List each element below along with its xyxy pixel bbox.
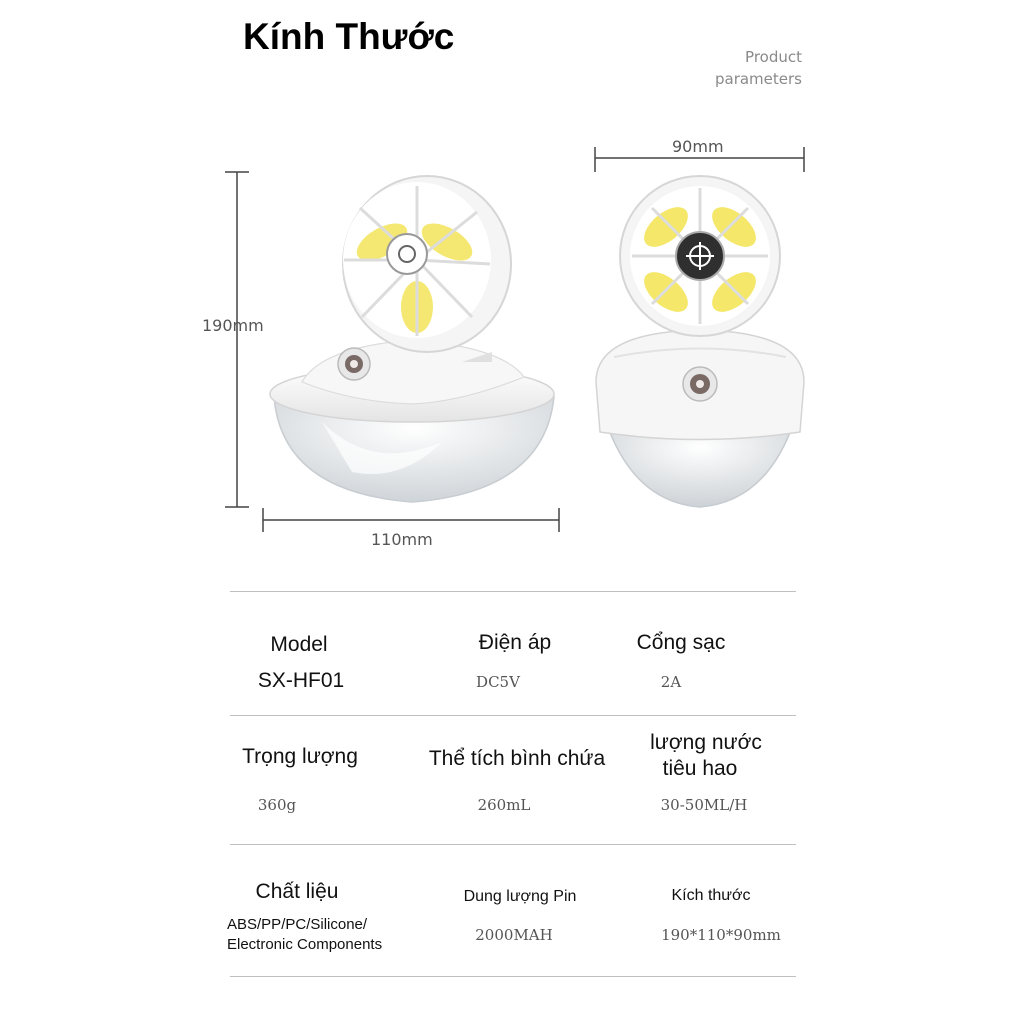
spec-value-battery-capacity: 2000MAH [475, 926, 553, 944]
spec-label-water-consumption-line1: lượng nước [650, 731, 762, 754]
spec-label-dimensions: Kích thước [671, 887, 751, 904]
spec-value-material-line1: ABS/PP/PC/Silicone/ [227, 916, 368, 933]
divider-row1 [230, 715, 796, 716]
product-image-side [594, 172, 806, 512]
spec-label-weight: Trọng lượng [242, 745, 358, 768]
product-parameters-line2: parameters [714, 70, 802, 88]
spec-value-material-line2: Electronic Components [227, 936, 383, 953]
divider-top [230, 591, 796, 592]
spec-value-dimensions: 190*110*90mm [661, 926, 781, 944]
spec-label-model: Model [270, 633, 328, 656]
divider-row2 [230, 844, 796, 845]
spec-value-tank-capacity: 260mL [477, 796, 531, 814]
divider-bottom [230, 976, 796, 977]
spec-label-water-consumption-line2: tiêu hao [662, 757, 738, 780]
side-width-dimension-label: 90mm [672, 137, 724, 156]
spec-label-voltage: Điện áp [478, 631, 552, 654]
spec-label-tank-capacity: Thể tích bình chứa [428, 747, 606, 770]
spec-label-battery-capacity: Dung lượng Pin [463, 888, 577, 905]
spec-value-voltage-text: DC5V [476, 673, 520, 691]
spec-label-charging-port: Cổng sạc [636, 631, 726, 654]
spec-label-water-consumption [636, 730, 776, 782]
spec-value-material [227, 915, 427, 955]
product-parameters-line1: Product [745, 48, 802, 66]
spec-value-water-consumption: 30-50ML/H [660, 796, 748, 814]
product-image-angled [262, 172, 562, 512]
spec-value-model: SX-HF01 [257, 669, 345, 692]
page-title: Kính Thước [243, 16, 455, 57]
spec-label-material: Chất liệu [255, 880, 339, 903]
front-width-dimension-label: 110mm [371, 530, 433, 549]
spec-value-charging-port: 2A [660, 673, 682, 691]
height-dimension-label: 190mm [202, 316, 264, 335]
spec-value-weight: 360g [257, 796, 297, 814]
